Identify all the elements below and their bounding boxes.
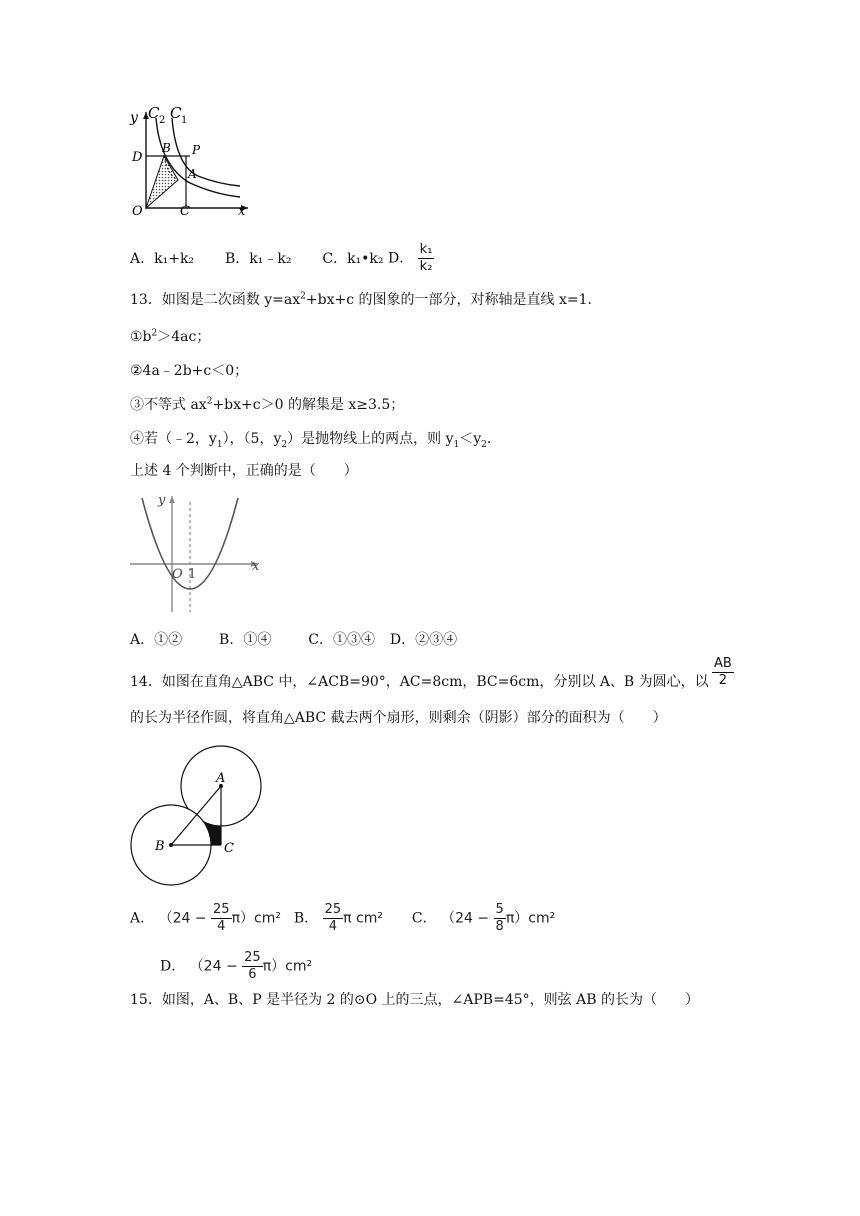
q14-option-d[interactable]: D． （24 − $\frac{25}{6}$ π）cm² bbox=[160, 950, 313, 982]
q12-options bbox=[130, 242, 434, 275]
q14-options-row-1 bbox=[130, 902, 555, 935]
q14-option-b[interactable]: B． $\frac{25}{4}$ π cm² bbox=[293, 902, 383, 934]
q12-p-label: P bbox=[192, 143, 201, 157]
q12-option-d[interactable]: D． $\frac{\text{k₁}}{\text{k₂}}$ bbox=[387, 242, 433, 274]
q13-option-d[interactable]: D．②③④ bbox=[389, 632, 458, 648]
q13-option-b[interactable]: B．①④ bbox=[219, 632, 272, 648]
q14-stem-line-1: 14．如图在直角△ABC 中，∠ACB=90°，AC=8cm，BC=6cm，分别以 A、B 为圆心，以 bbox=[130, 674, 709, 690]
q12-option-b[interactable]: B．k₁﹣k₂ bbox=[224, 250, 292, 267]
q12-c-label: C bbox=[180, 204, 190, 219]
q13-options bbox=[130, 630, 457, 650]
q14-c-label: C bbox=[224, 841, 234, 856]
q14-b-label: B bbox=[155, 839, 165, 854]
q14-options-row-2 bbox=[160, 950, 312, 983]
q13-option-a[interactable]: A．①② bbox=[130, 632, 183, 648]
q13-one-label: 1 bbox=[188, 567, 197, 582]
q12-c1-label: C bbox=[170, 104, 182, 122]
q13-statement-4: ④若（﹣2，$y_1$），（5，$y_2$）是抛物线上的两点，则 $y_1<y_2$． bbox=[130, 431, 501, 450]
q12-x-label: x bbox=[238, 204, 246, 219]
q12-a-label: A bbox=[188, 167, 197, 181]
q14-option-a[interactable]: A． （24 − $\frac{25}{4}$ π）cm² bbox=[130, 902, 281, 934]
q12-c1-sub: 1 bbox=[181, 115, 188, 126]
q12-c2-sub: 2 bbox=[159, 115, 166, 126]
q13-option-c[interactable]: C．①③④ bbox=[308, 632, 375, 648]
q12-y-label: y bbox=[130, 110, 138, 126]
q12-b-label: B bbox=[162, 141, 171, 155]
q13-statement-2: ②4a﹣2b+c＜0； bbox=[130, 363, 249, 379]
q13-statement-3: ③不等式 $ax^2+bx+c>0$ 的解集是 x≥3.5； bbox=[130, 396, 405, 413]
q14-a-label: A bbox=[216, 771, 226, 786]
q12-d-label: D bbox=[132, 150, 143, 165]
q13-statement-1: $①b^2>4ac$； bbox=[130, 328, 211, 345]
q12-option-a[interactable]: A．k₁+k₂ bbox=[130, 250, 195, 267]
q14-figure bbox=[128, 740, 268, 890]
q12-option-d-fraction: $\frac{\text{k₁}}{\text{k₂}}$ bbox=[419, 242, 433, 274]
q13-stem: 13．如图是二次函数 $y=ax^2+bx+c$ 的图象的一部分，对称轴是直线 x=1． bbox=[130, 291, 602, 308]
q14-option-c[interactable]: C． （24 − $\frac{5}{8}$ π）cm² bbox=[411, 902, 556, 934]
q12-c2-label: C bbox=[148, 104, 160, 122]
q13-y-label: y bbox=[158, 493, 166, 508]
q14-stem-fraction: $\frac{AB}{2}$ bbox=[714, 656, 732, 688]
q15-stem: 15．如图，A、B、P 是半径为 2 的⊙O 上的三点，∠APB=45°，则弦 AB 的长为（ ） bbox=[130, 992, 699, 1008]
q13-x-label: x bbox=[252, 559, 260, 574]
q13-o-label: O bbox=[172, 567, 183, 582]
q13-question: 上述 4 个判断中，正确的是（ ） bbox=[130, 463, 358, 479]
q12-figure bbox=[128, 104, 258, 220]
q14-stem-line-2: 的长为半径作圆，将直角△ABC 截去两个扇形，则剩余（阴影）部分的面积为（ ） bbox=[130, 710, 667, 726]
q12-option-c[interactable]: C．k₁•k₂ bbox=[322, 250, 384, 267]
q13-figure bbox=[128, 490, 266, 618]
q12-o-label: O bbox=[132, 204, 143, 219]
